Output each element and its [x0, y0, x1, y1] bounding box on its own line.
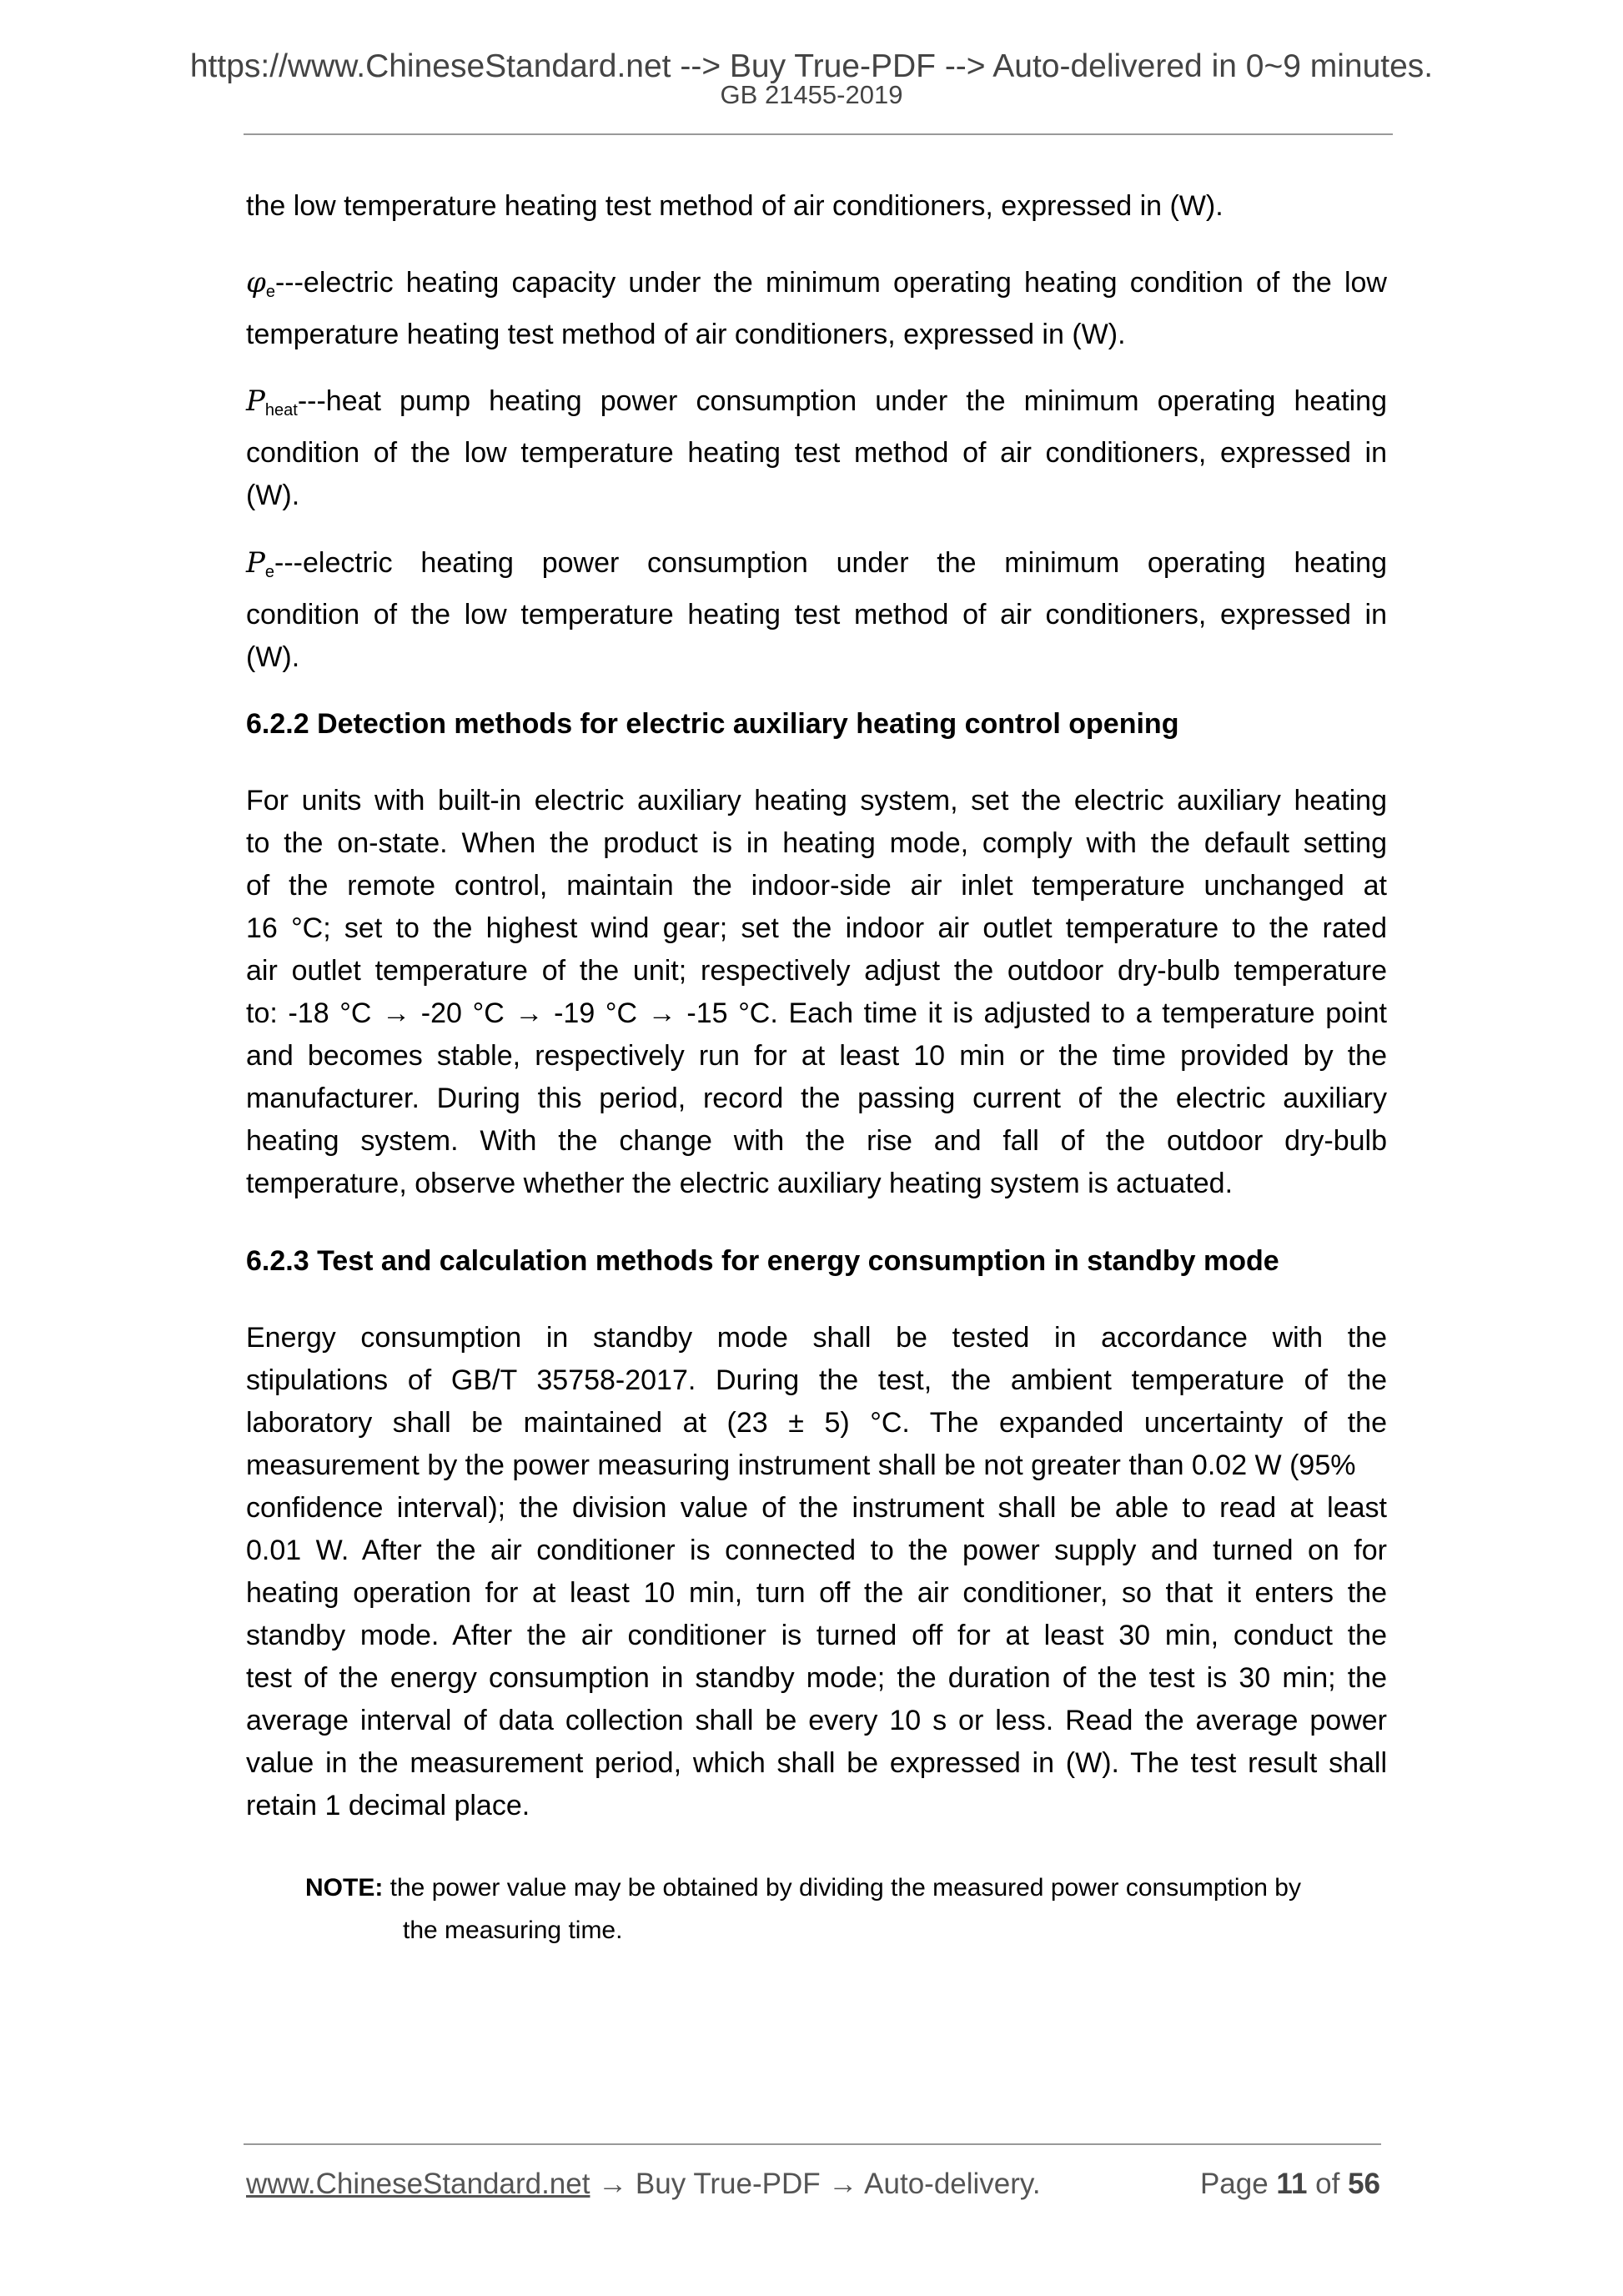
line-text: standby mode. After the air conditioner is turned off for at least 30 min, conduct the	[246, 1620, 1387, 1651]
line-text: air outlet temperature of the unit; respectively adjust the outdoor dry-bulb temperature	[246, 955, 1387, 987]
line-text: For units with built-in electric auxiliary heating system, set the electric auxiliary heating	[246, 785, 1387, 816]
text-line	[246, 1615, 1387, 1657]
line-text: heating operation for at least 10 min, turn off the air conditioner, so that it enters the	[246, 1577, 1387, 1609]
note	[305, 1866, 1387, 1952]
symbol-subscript: e	[264, 563, 275, 581]
text-line	[246, 1444, 1387, 1487]
paragraph	[246, 380, 1387, 517]
text-line	[246, 1487, 1387, 1530]
line-text: heating system. With the change with the rise and fall of the outdoor dry-bulb	[246, 1125, 1387, 1157]
section-heading	[246, 1240, 1387, 1283]
text-line	[246, 1078, 1387, 1120]
symbol: P	[246, 546, 265, 580]
footer-tagline: → Buy True-PDF → Auto-delivery.	[590, 2168, 1041, 2200]
line-text: ---heat pump heating power consumption under the minimum operating heating	[297, 385, 1387, 417]
line-text: ---electric heating power consumption under the minimum operating heating	[274, 547, 1387, 579]
line-text: value in the measurement period, which shall be expressed in (W). The test result shall	[246, 1747, 1387, 1779]
symbol: φ	[246, 266, 266, 299]
text-line	[246, 1317, 1387, 1359]
text-line	[246, 542, 1387, 594]
line-text: ---electric heating capacity under the minimum operating heating condition of the low	[274, 267, 1387, 299]
line-text: Energy consumption in standby mode shall be tested in accordance with the	[246, 1322, 1387, 1354]
paragraph	[246, 185, 1387, 228]
line-text: stipulations of GB/T 35758-2017. During the test, the ambient temperature of the	[246, 1364, 1387, 1396]
text-line	[246, 1700, 1387, 1742]
text-line	[246, 262, 1387, 314]
text-line	[246, 380, 1387, 432]
standard-code: GB 21455-2019	[720, 80, 903, 109]
paragraph	[246, 1317, 1387, 1827]
symbol: P	[246, 384, 265, 418]
section-heading	[246, 703, 1387, 746]
line-text: of the remote control, maintain the indoor-side air inlet temperature unchanged at	[246, 870, 1387, 902]
text-line	[246, 594, 1387, 636]
symbol-subscript: e	[265, 283, 275, 301]
text-line	[246, 950, 1387, 992]
symbol-subscript: heat	[264, 401, 298, 420]
text-line	[246, 314, 1387, 356]
line-text: manufacturer. During this period, record the passing current of the electric auxiliary	[246, 1083, 1387, 1114]
text-line	[246, 1785, 1387, 1827]
line-text: measurement by the power measuring instrument shall be not greater than 0.02 W (95%	[246, 1449, 1356, 1481]
footer	[246, 2165, 1380, 2203]
line-text: 16 °C; set to the highest wind gear; set the indoor air outlet temperature to the rated	[246, 912, 1387, 944]
line-text: 0.01 W. After the air conditioner is connected to the power supply and turned on for	[246, 1535, 1387, 1566]
text-line	[246, 1359, 1387, 1402]
line-text: temperature, observe whether the electric auxiliary heating system is actuated.	[246, 1168, 1234, 1199]
text-line	[246, 907, 1387, 950]
paragraph	[246, 542, 1387, 679]
text-line	[246, 1035, 1387, 1078]
text-line	[246, 1120, 1387, 1163]
text-line	[246, 636, 1387, 679]
page-word: Page	[1199, 2168, 1277, 2200]
text-line	[246, 780, 1387, 822]
paragraph	[246, 780, 1387, 1205]
line-text: to: -18 °C → -20 °C → -19 °C → -15 °C. Each time it is adjusted to a temperature point	[246, 997, 1387, 1029]
header-banner: https://www.ChineseStandard.net --> Buy True-PDF --> Auto-delivered in 0~9 minutes.	[189, 48, 1434, 84]
line-text: (W).	[246, 641, 300, 673]
text-line	[246, 1402, 1387, 1444]
line-text: laboratory shall be maintained at (23 ± 5) °C. The expanded uncertainty of the	[246, 1407, 1387, 1439]
note-text-2: the measuring time.	[403, 1917, 623, 1944]
note-label: NOTE:	[305, 1874, 384, 1902]
line-text: test of the energy consumption in standby mode; the duration of the test is 30 min; the	[246, 1662, 1387, 1694]
text-line	[246, 475, 1387, 517]
line-text: average interval of data collection shall be every 10 s or less. Read the average power	[246, 1705, 1387, 1736]
text-line	[246, 1163, 1387, 1205]
text-line	[246, 432, 1387, 475]
text-line	[246, 865, 1387, 907]
text-line	[246, 1657, 1387, 1700]
footer-site-link[interactable]: www.ChineseStandard.net	[246, 2168, 590, 2200]
line-text: 6.2.2 Detection methods for electric auxiliary heating control opening	[246, 708, 1179, 740]
note-text-1: the power value may be obtained by dividing the measured power consumption by	[383, 1874, 1301, 1902]
page-total: 56	[1348, 2168, 1380, 2200]
text-line	[246, 1742, 1387, 1785]
page-indicator	[1200, 2165, 1380, 2203]
line-text: (W).	[246, 480, 300, 511]
text-line	[246, 703, 1387, 746]
line-text: and becomes stable, respectively run for at least 10 min or the time provided by the	[246, 1040, 1387, 1072]
line-text: to the on-state. When the product is in heating mode, comply with the default setting	[246, 827, 1387, 859]
header-divider	[244, 133, 1393, 135]
footer-divider	[244, 2143, 1381, 2145]
line-text: retain 1 decimal place.	[246, 1790, 530, 1821]
text-line	[246, 1572, 1387, 1615]
paragraph	[246, 262, 1387, 356]
line-text: the low temperature heating test method of air conditioners, expressed in (W).	[246, 190, 1224, 222]
text-line	[246, 185, 1387, 228]
line-text: temperature heating test method of air conditioners, expressed in (W).	[246, 319, 1126, 350]
line-text: condition of the low temperature heating test method of air conditioners, expressed in	[246, 599, 1387, 631]
text-line	[246, 822, 1387, 865]
text-line	[246, 992, 1387, 1035]
text-line	[246, 1530, 1387, 1572]
of-word: of	[1307, 2168, 1349, 2200]
line-text: condition of the low temperature heating test method of air conditioners, expressed in	[246, 437, 1387, 469]
page-number: 11	[1276, 2168, 1308, 2200]
line-text: confidence interval); the division value of the instrument shall be able to read at least	[246, 1492, 1387, 1524]
text-line	[246, 1240, 1387, 1283]
line-text: 6.2.3 Test and calculation methods for energy consumption in standby mode	[246, 1245, 1279, 1277]
